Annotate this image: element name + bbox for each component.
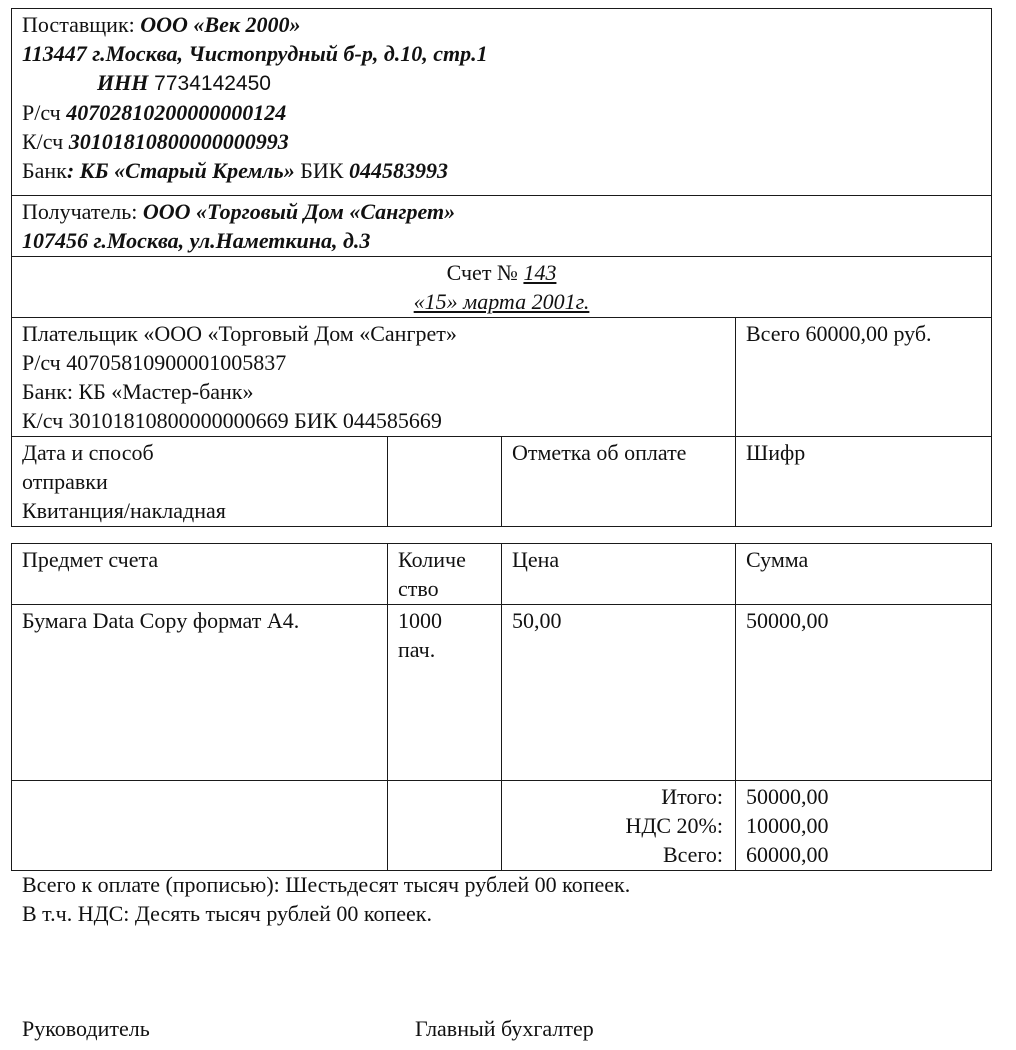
bank-value: : КБ «Старый Кремль» — [66, 157, 295, 183]
supplier-address: 113447 г.Москва, Чистопрудный б-р, д.10, стр.1 — [22, 41, 488, 67]
totals-empty-cell-2 — [388, 781, 502, 871]
payer-account: Р/сч 40705810900001005837 — [22, 350, 287, 376]
item-qty: 1000 — [398, 608, 442, 634]
recipient-label: Получатель: — [22, 199, 143, 224]
supplier-ks-line — [22, 127, 981, 156]
invoice-number-line — [22, 258, 981, 287]
rs-label: Р/сч — [22, 99, 67, 125]
invoice-header-table — [11, 8, 992, 527]
total-value: 60000,00 — [746, 842, 829, 868]
totals-row — [12, 781, 992, 871]
payer-bank: Банк: КБ «Мастер-банк» — [22, 379, 254, 405]
ks-value: 30101810800000000993 — [68, 128, 289, 154]
inn-label: ИНН — [97, 70, 149, 96]
supplier-name-line — [22, 10, 981, 39]
recipient-section — [12, 196, 992, 257]
invoice-title-section — [12, 257, 992, 318]
header-sum: Сумма — [746, 547, 809, 572]
invoice-number-label: Счет № — [446, 260, 524, 286]
shipping-section — [12, 437, 992, 527]
payer-name: Плательщик «ООО «Торговый Дом «Сангрет» — [22, 321, 457, 347]
subtotal-label: Итого: — [661, 784, 723, 810]
supplier-section — [12, 9, 992, 196]
supplier-rs-line — [22, 98, 981, 127]
header-price: Цена — [512, 547, 560, 572]
shipping-date-label: Дата и способ — [22, 440, 154, 466]
vat-label: НДС 20%: — [625, 813, 723, 839]
ks-label: К/сч — [22, 128, 69, 154]
payer-corr-account: К/сч 30101810800000000669 БИК 044585669 — [22, 408, 442, 434]
payment-mark-cell — [502, 437, 736, 527]
bik-label: БИК — [294, 157, 349, 183]
supplier-label: Поставщик: — [22, 12, 141, 37]
items-header-row — [12, 544, 992, 605]
cipher-cell — [736, 437, 992, 527]
item-sum: 50000,00 — [746, 608, 829, 634]
item-price: 50,00 — [512, 608, 562, 634]
payer-total: Всего 60000,00 руб. — [746, 321, 932, 347]
total-label: Всего: — [662, 842, 723, 868]
bik-value: 044583993 — [348, 157, 448, 183]
totals-empty-cell-1 — [12, 781, 388, 871]
shipping-receipt-label: Квитанция/накладная — [22, 498, 226, 524]
supplier-inn-line — [22, 68, 981, 98]
invoice-date: «15» марта 2001г. — [413, 289, 590, 315]
vat-in-words: В т.ч. НДС: Десять тысяч рублей 00 копеек. — [22, 901, 432, 926]
rs-value: 40702810200000000124 — [66, 99, 287, 125]
recipient-address: 107456 г.Москва, ул.Наметкина, д.3 — [22, 228, 371, 254]
recipient-name: ООО «Торговый Дом «Сангрет» — [142, 199, 456, 224]
payer-total-cell — [736, 318, 992, 437]
shipping-method-label: отправки — [22, 469, 108, 495]
header-qty-part2: ство — [398, 576, 439, 602]
accountant-signature-label: Главный бухгалтер — [415, 1016, 594, 1041]
header-qty-part1: Количе — [398, 547, 466, 572]
header-subject: Предмет счета — [22, 547, 159, 572]
shipping-empty-cell — [388, 437, 502, 527]
amount-in-words: Всего к оплате (прописью): Шестьдесят тысяч рублей 00 копеек. — [22, 872, 631, 897]
supplier-name: ООО «Век 2000» — [140, 12, 301, 37]
item-unit: пач. — [398, 637, 436, 663]
invoice-number: 143 — [523, 260, 557, 286]
vat-value: 10000,00 — [746, 813, 829, 839]
payer-section — [12, 318, 992, 437]
director-signature-label: Руководитель — [22, 1016, 150, 1041]
cipher-label: Шифр — [746, 440, 806, 466]
payment-mark-label: Отметка об оплате — [512, 440, 687, 466]
bank-label: Банк — [22, 157, 67, 183]
inn-value: 7734142450 — [148, 72, 271, 96]
items-table — [11, 543, 992, 871]
table-row — [12, 605, 992, 781]
recipient-name-line — [22, 197, 981, 226]
supplier-bank-line — [22, 156, 981, 185]
subtotal-value: 50000,00 — [746, 784, 829, 810]
item-subject: Бумага Data Copy формат А4. — [22, 608, 300, 634]
